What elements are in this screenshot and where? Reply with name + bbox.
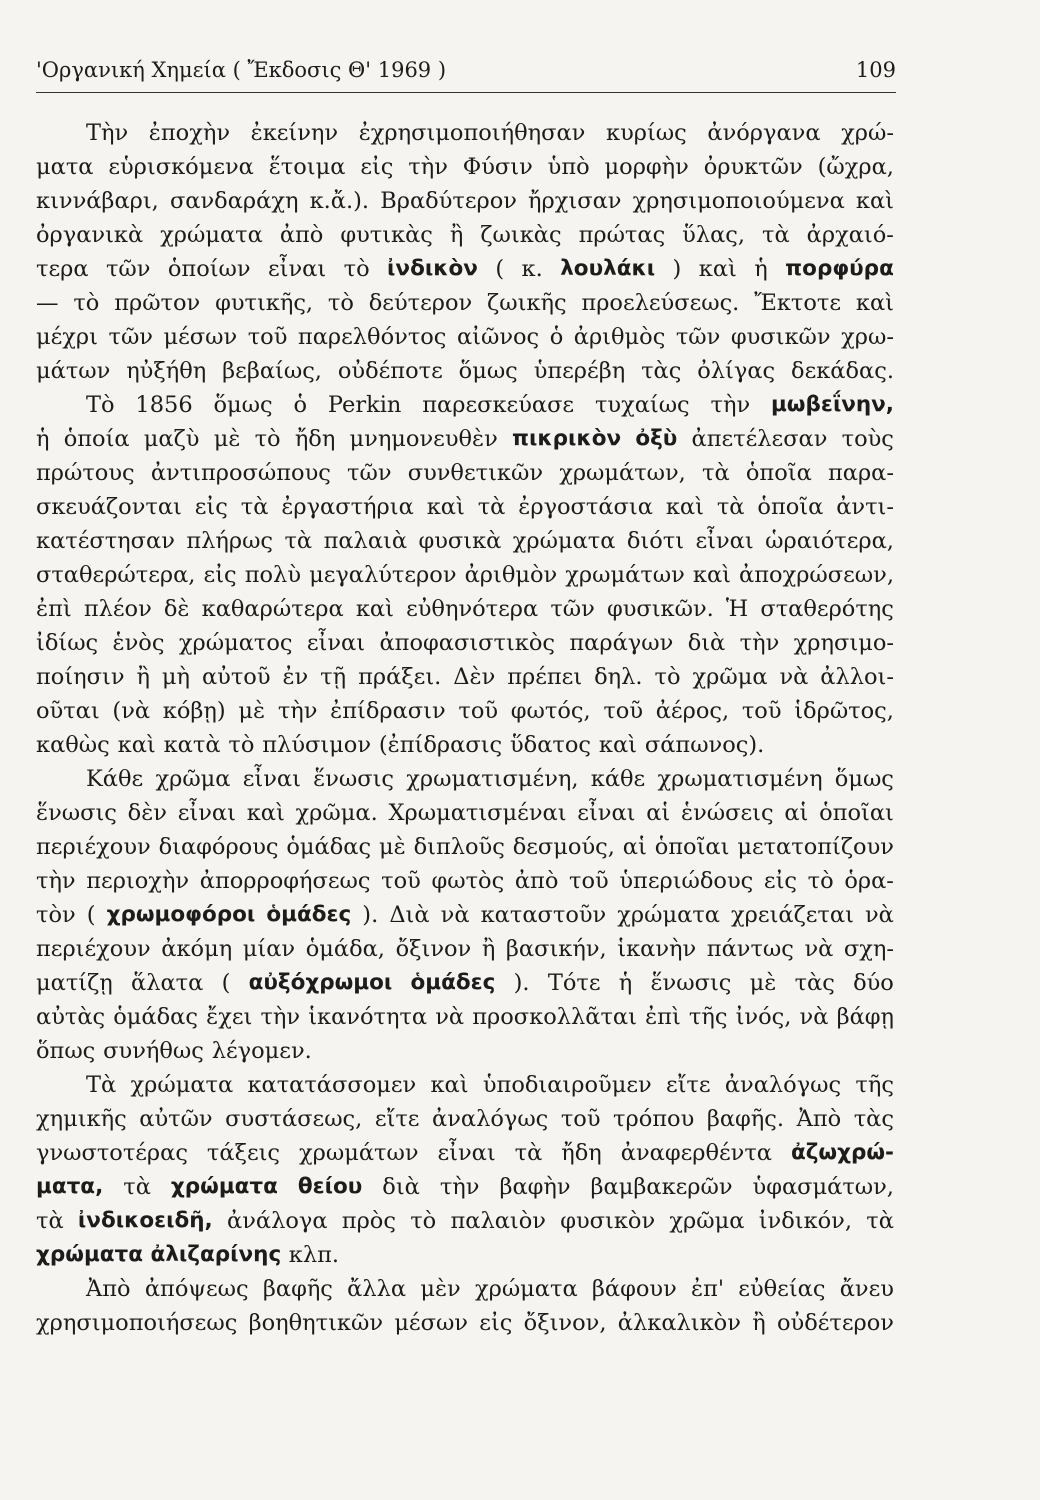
text-line: περιέχουν διαφόρους ὁμάδας μὲ διπλοῦς δεσμούς, αἱ ὁποῖαι μετατοπίζουν	[36, 834, 894, 860]
text-line: Τὴν ἐποχὴν ἐκείνην ἐχρησιμοποιήθησαν κυρίως ἀνόργανα χρώ-	[86, 120, 894, 146]
text-line: αὐτὰς ὁμάδας ἔχει τὴν ἱκανότητα νὰ προσκολλᾶται ἐπὶ τῆς ἰνός, νὰ βάφῃ	[36, 1004, 894, 1030]
text-line: ἡ ὁποία μαζὺ μὲ τὸ ἤδη μνημονευθὲν πικρικὸν ὀξὺ ἀπετέλεσαν τοὺς	[36, 426, 894, 452]
header-rule	[36, 92, 896, 93]
text-line: γνωστοτέρας τάξεις χρωμάτων εἶναι τὰ ἤδη ἀναφερθέντα ἀζωχρώ-	[36, 1140, 894, 1166]
text-line: χημικῆς αὐτῶν συστάσεως, εἴτε ἀναλόγως τοῦ τρόπου βαφῆς. Ἀπὸ τὰς	[36, 1106, 894, 1132]
text-line: ἕνωσις δὲν εἶναι καὶ χρῶμα. Χρωματισμέναι εἶναι αἱ ἑνώσεις αἱ ὁποῖαι	[36, 800, 894, 826]
body-text	[36, 116, 894, 1340]
text-line: οῦται (νὰ κόβῃ) μὲ τὴν ἐπίδρασιν τοῦ φωτός, τοῦ ἀέρος, τοῦ ἱδρῶτος,	[36, 698, 894, 724]
text-line: μάτων ηὐξήθη βεβαίως, οὐδέποτε ὅμως ὑπερέβη τὰς ὀλίγας δεκάδας.	[36, 358, 894, 384]
text-line: καθὼς καὶ κατὰ τὸ πλύσιμον (ἐπίδρασις ὕδατος καὶ σάπωνος).	[36, 732, 765, 758]
text-line: πρώτους ἀντιπροσώπους τῶν συνθετικῶν χρωμάτων, τὰ ὁποῖα παρα-	[36, 460, 894, 486]
text-line: ματα, τὰ χρώματα θείου διὰ τὴν βαφὴν βαμβακερῶν ὑφασμάτων,	[36, 1174, 894, 1200]
text-line: Κάθε χρῶμα εἶναι ἕνωσις χρωματισμένη, κάθε χρωματισμένη ὅμως	[86, 766, 894, 792]
text-line: Τὸ 1856 ὅμως ὁ Perkin παρεσκεύασε τυχαίως τὴν μωβεΐνην,	[86, 392, 894, 418]
text-line: ματίζῃ ἅλατα ( αὐξόχρωμοι ὁμάδες ). Τότε ἡ ἕνωσις μὲ τὰς δύο	[36, 970, 894, 996]
text-line: ἐπὶ πλέον δὲ καθαρώτερα καὶ εὐθηνότερα τῶν φυσικῶν. Ἡ σταθερότης	[36, 596, 894, 622]
text-line: ἰδίως ἑνὸς χρώματος εἶναι ἀποφασιστικὸς παράγων διὰ τὴν χρησιμο-	[36, 630, 894, 656]
text-line: Τὰ χρώματα κατατάσσομεν καὶ ὑποδιαιροῦμεν εἴτε ἀναλόγως τῆς	[86, 1072, 894, 1098]
text-line: — τὸ πρῶτον φυτικῆς, τὸ δεύτερον ζωικῆς προελεύσεως. Ἔκτοτε καὶ	[36, 290, 894, 316]
text-line: κατέστησαν πλήρως τὰ παλαιὰ φυσικὰ χρώματα διότι εἶναι ὡραιότερα,	[36, 528, 894, 554]
text-line: σταθερώτερα, εἰς πολὺ μεγαλύτερον ἀριθμὸν χρωμάτων καὶ ἀποχρώσεων,	[36, 562, 894, 588]
text-line: τὸν ( χρωμοφόροι ὁμάδες ). Διὰ νὰ καταστοῦν χρώματα χρειάζεται νὰ	[36, 902, 894, 928]
text-line: χρησιμοποιήσεως βοηθητικῶν μέσων εἰς ὄξινον, ἀλκαλικὸν ἢ οὐδέτερον	[36, 1310, 894, 1336]
text-line: Ἀπὸ ἀπόψεως βαφῆς ἄλλα μὲν χρώματα βάφουν ἐπ' εὐθείας ἄνευ	[86, 1276, 894, 1302]
text-line: ποίησιν ἢ μὴ αὐτοῦ ἐν τῇ πράξει. Δὲν πρέπει δηλ. τὸ χρῶμα νὰ ἀλλοι-	[36, 664, 894, 690]
text-line: μέχρι τῶν μέσων τοῦ παρελθόντος αἰῶνος ὁ ἀριθμὸς τῶν φυσικῶν χρω-	[36, 324, 894, 350]
text-line: τὴν περιοχὴν ἀπορροφήσεως τοῦ φωτὸς ἀπὸ τοῦ ὑπεριώδους εἰς τὸ ὁρα-	[36, 868, 894, 894]
text-line: ὅπως συνήθως λέγομεν.	[36, 1038, 312, 1064]
text-line: σκευάζονται εἰς τὰ ἐργαστήρια καὶ τὰ ἐργοστάσια καὶ τὰ ὁποῖα ἀντι-	[36, 494, 894, 520]
text-line: περιέχουν ἀκόμη μίαν ὁμάδα, ὄξινον ἢ βασικήν, ἱκανὴν πάντως νὰ σχη-	[36, 936, 894, 962]
text-line: τερα τῶν ὁποίων εἶναι τὸ ἰνδικὸν ( κ. λουλάκι ) καὶ ἡ πορφύρα	[36, 256, 894, 282]
text-line: χρώματα ἀλιζαρίνης κλπ.	[36, 1242, 340, 1268]
running-title: 'Οργανική Χημεία ( Ἔκδοσις Θ' 1969 )	[36, 58, 447, 82]
text-line: τὰ ἰνδικοειδῆ, ἀνάλογα πρὸς τὸ παλαιὸν φυσικὸν χρῶμα ἰνδικόν, τὰ	[36, 1208, 894, 1234]
text-line: ὀργανικὰ χρώματα ἀπὸ φυτικὰς ἢ ζωικὰς πρώτας ὕλας, τὰ ἀρχαιό-	[36, 222, 894, 248]
running-header	[36, 58, 896, 82]
text-line: κιννάβαρι, σανδαράχη κ.ἄ.). Βραδύτερον ἤρχισαν χρησιμοποιούμενα καὶ	[36, 188, 894, 214]
text-line: ματα εὑρισκόμενα ἕτοιμα εἰς τὴν Φύσιν ὑπὸ μορφὴν ὀρυκτῶν (ὤχρα,	[36, 154, 894, 180]
page-number: 109	[855, 58, 896, 82]
